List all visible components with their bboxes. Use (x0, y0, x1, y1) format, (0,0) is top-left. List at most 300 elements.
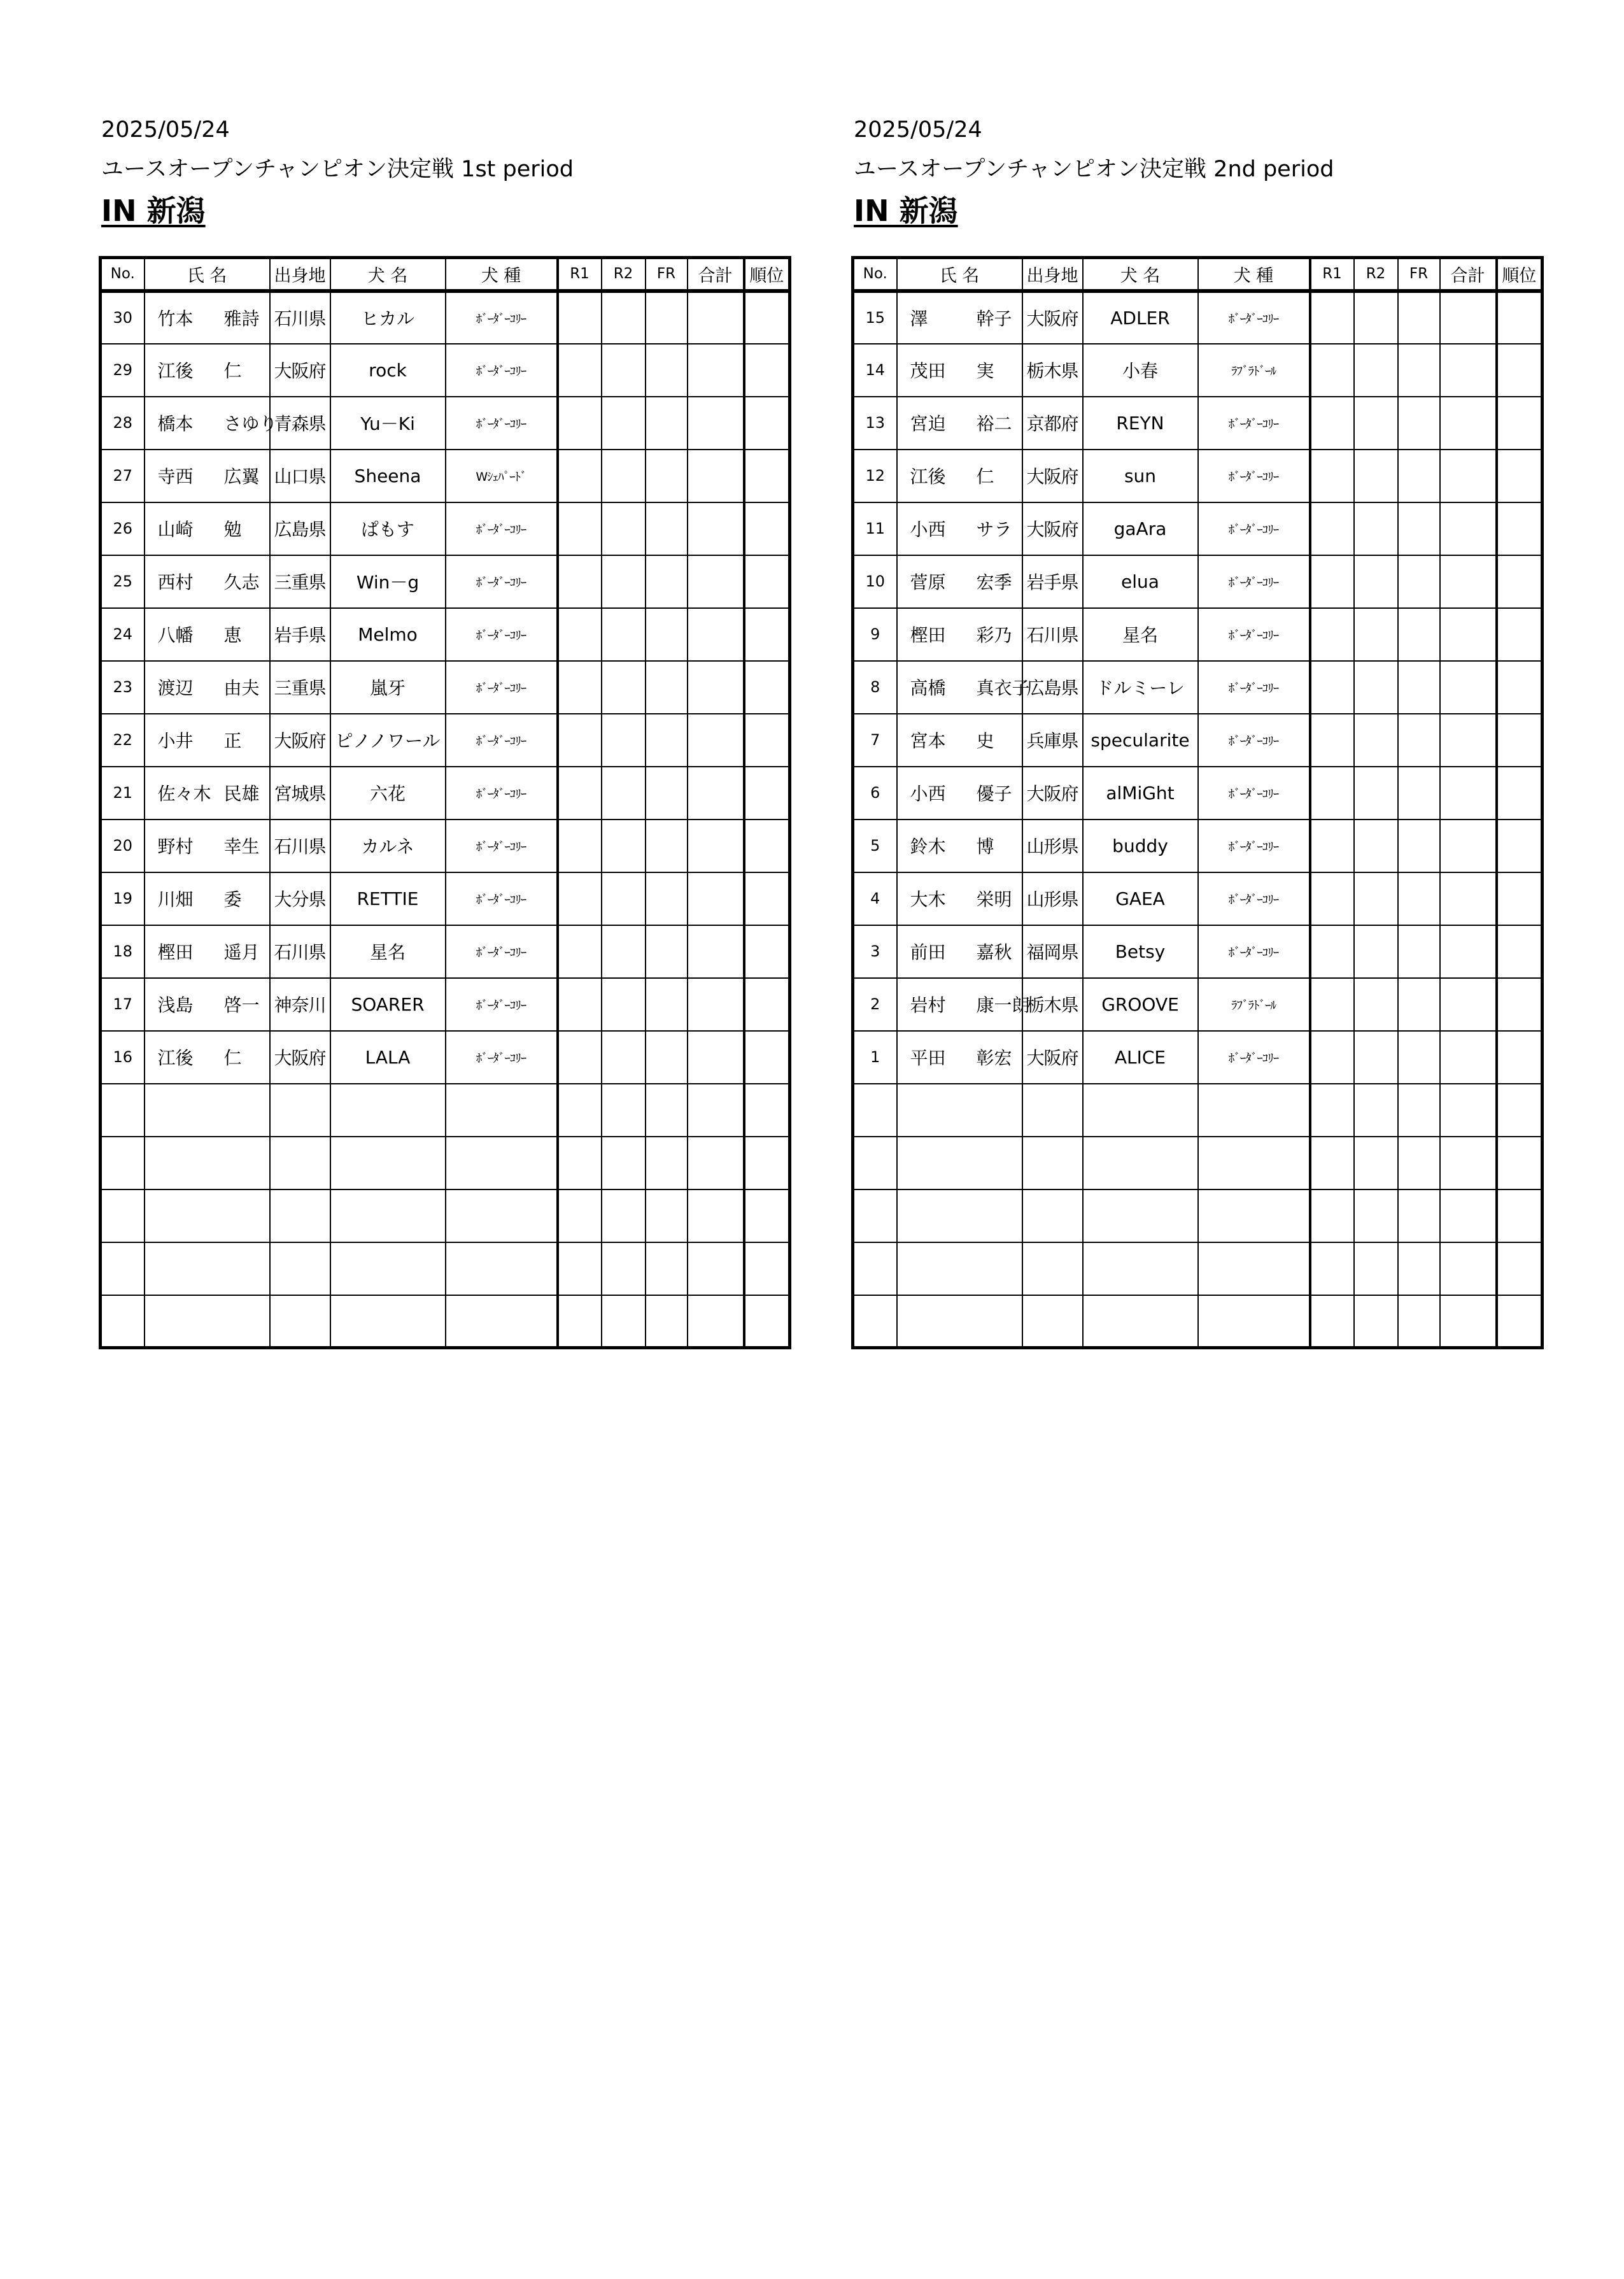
handler-family-name: 大木 (910, 889, 946, 910)
handler-given-name: 栄明 (976, 889, 1012, 910)
dog-name: ヒカル (330, 291, 446, 344)
entry-number (101, 1242, 145, 1295)
entry-number (853, 1084, 897, 1137)
entry-number: 9 (853, 608, 897, 661)
handler-family-name: 平田 (910, 1047, 946, 1069)
handler-given-name: 仁 (223, 360, 242, 381)
score-fr-cell (1398, 1189, 1440, 1242)
handler-name (145, 397, 278, 450)
score-fr-cell (646, 820, 688, 872)
origin-prefecture: 三重県 (270, 661, 330, 714)
score-total-cell (1440, 714, 1497, 767)
dog-breed: ﾎﾞｰﾀﾞｰｺﾘｰ (446, 502, 558, 555)
handler-family-name: 江後 (910, 466, 946, 487)
origin-prefecture: 石川県 (270, 291, 330, 344)
score-r1-cell (1310, 767, 1354, 820)
table-row (853, 1189, 1543, 1242)
origin-prefecture: 青森県 (270, 397, 330, 450)
score-fr-cell (646, 555, 688, 608)
score-total-cell (1440, 555, 1497, 608)
entry-number: 3 (853, 925, 897, 978)
origin-prefecture: 山形県 (1022, 820, 1083, 872)
roster-table (851, 256, 1544, 1349)
entry-number (101, 1295, 145, 1348)
score-total-cell (688, 767, 744, 820)
score-fr-cell (646, 714, 688, 767)
score-total-cell (1440, 1189, 1497, 1242)
score-r1-cell (558, 1084, 602, 1137)
header-fr: FR (646, 258, 688, 291)
score-r2-cell (1354, 608, 1398, 661)
score-r1-cell (558, 450, 602, 502)
score-r1-cell (1310, 502, 1354, 555)
handler-given-name: 実 (976, 360, 994, 381)
origin-prefecture: 広島県 (270, 502, 330, 555)
score-r2-cell (602, 1084, 646, 1137)
score-total-cell (688, 925, 744, 978)
handler-name (145, 1295, 270, 1348)
score-fr-cell (646, 1031, 688, 1084)
score-fr-cell (646, 450, 688, 502)
header-origin: 出身地 (1022, 258, 1083, 291)
entry-number (853, 1295, 897, 1348)
dog-name: GAEA (1083, 872, 1198, 925)
handler-family-name: 浅島 (157, 995, 194, 1016)
handler-name (897, 1295, 1022, 1348)
score-r2-cell (602, 767, 646, 820)
handler-family-name: 山崎 (157, 519, 194, 540)
handler-name (145, 872, 270, 925)
dog-name (1083, 1242, 1198, 1295)
score-total-cell (688, 1084, 744, 1137)
score-r1-cell (1310, 714, 1354, 767)
dog-name (330, 1084, 446, 1137)
header-rank: 順位 (1497, 258, 1543, 291)
rank-cell (744, 450, 790, 502)
score-total-cell (1440, 502, 1497, 555)
entry-number: 8 (853, 661, 897, 714)
entry-number (853, 1137, 897, 1189)
origin-prefecture (270, 1295, 330, 1348)
handler-name (897, 820, 1022, 872)
header-r2: R2 (1354, 258, 1398, 291)
score-r2-cell (602, 978, 646, 1031)
score-fr-cell (646, 1242, 688, 1295)
handler-given-name: 裕二 (976, 413, 1012, 434)
handler-given-name: 史 (976, 730, 994, 751)
table-row (853, 767, 1543, 820)
origin-prefecture: 岩手県 (1022, 555, 1083, 608)
dog-name: Melmo (330, 608, 446, 661)
origin-prefecture: 大阪府 (1022, 767, 1083, 820)
dog-breed: ﾎﾞｰﾀﾞｰｺﾘｰ (1198, 661, 1310, 714)
handler-family-name: 樫田 (157, 942, 194, 963)
table-row (101, 450, 790, 502)
origin-prefecture: 石川県 (270, 925, 330, 978)
table-row (101, 714, 790, 767)
dog-breed: ﾎﾞｰﾀﾞｰｺﾘｰ (1198, 1031, 1310, 1084)
rank-cell (1497, 1189, 1543, 1242)
dog-breed: ﾎﾞｰﾀﾞｰｺﾘｰ (446, 820, 558, 872)
handler-family-name: 渡辺 (157, 678, 194, 699)
score-r1-cell (1310, 1084, 1354, 1137)
handler-name (897, 608, 1022, 661)
origin-prefecture: 兵庫県 (1022, 714, 1083, 767)
dog-breed: ﾎﾞｰﾀﾞｰｺﾘｰ (446, 397, 558, 450)
score-r2-cell (1354, 1031, 1398, 1084)
score-fr-cell (646, 344, 688, 397)
table-row (101, 925, 790, 978)
dog-name: REYN (1083, 397, 1198, 450)
score-r1-cell (1310, 1189, 1354, 1242)
score-r2-cell (1354, 344, 1398, 397)
dog-breed: ﾎﾞｰﾀﾞｰｺﾘｰ (446, 767, 558, 820)
table-row (853, 1031, 1543, 1084)
origin-prefecture (270, 1242, 330, 1295)
score-r1-cell (558, 661, 602, 714)
entry-number: 22 (101, 714, 145, 767)
score-r1-cell (558, 344, 602, 397)
origin-prefecture: 広島県 (1022, 661, 1083, 714)
score-fr-cell (1398, 344, 1440, 397)
entry-number (101, 1084, 145, 1137)
dog-name: elua (1083, 555, 1198, 608)
handler-name (145, 661, 270, 714)
entry-number (853, 1189, 897, 1242)
dog-name: rock (330, 344, 446, 397)
handler-given-name: 広翼 (223, 466, 260, 487)
score-total-cell (1440, 397, 1497, 450)
score-r2-cell (602, 450, 646, 502)
score-total-cell (688, 820, 744, 872)
score-r1-cell (558, 1137, 602, 1189)
dog-name: Sheena (330, 450, 446, 502)
handler-name (897, 1084, 1022, 1137)
score-total-cell (1440, 767, 1497, 820)
dog-breed: ﾗﾌﾞﾗﾄﾞｰﾙ (1198, 344, 1310, 397)
score-r2-cell (602, 1242, 646, 1295)
score-fr-cell (1398, 555, 1440, 608)
header-fr: FR (1398, 258, 1440, 291)
header-r1: R1 (558, 258, 602, 291)
score-r2-cell (602, 344, 646, 397)
handler-family-name: 宮本 (910, 730, 946, 751)
header-name: 氏 名 (897, 258, 1022, 291)
dog-breed: ﾎﾞｰﾀﾞｰｺﾘｰ (446, 608, 558, 661)
origin-prefecture: 大阪府 (1022, 291, 1083, 344)
rank-cell (1497, 872, 1543, 925)
entry-number: 6 (853, 767, 897, 820)
dog-breed (1198, 1189, 1310, 1242)
score-fr-cell (646, 1295, 688, 1348)
handler-name (145, 925, 270, 978)
score-total-cell (688, 502, 744, 555)
score-total-cell (688, 872, 744, 925)
table-header-row (853, 258, 1543, 291)
dog-breed: ﾎﾞｰﾀﾞｰｺﾘｰ (1198, 714, 1310, 767)
score-r1-cell (558, 1031, 602, 1084)
score-r1-cell (1310, 608, 1354, 661)
rank-cell (744, 714, 790, 767)
rank-cell (1497, 767, 1543, 820)
entry-number: 20 (101, 820, 145, 872)
score-total-cell (1440, 1031, 1497, 1084)
table-row (101, 1242, 790, 1295)
score-total-cell (1440, 608, 1497, 661)
dog-breed: Wｼｪﾊﾟｰﾄﾞ (446, 450, 558, 502)
table-row (101, 872, 790, 925)
dog-name (1083, 1295, 1198, 1348)
origin-prefecture: 石川県 (270, 820, 330, 872)
handler-given-name: 宏季 (976, 572, 1012, 593)
rank-cell (1497, 502, 1543, 555)
score-r1-cell (1310, 661, 1354, 714)
origin-prefecture (270, 1189, 330, 1242)
rank-cell (1497, 1084, 1543, 1137)
origin-prefecture: 大阪府 (270, 714, 330, 767)
dog-name: LALA (330, 1031, 446, 1084)
score-fr-cell (646, 291, 688, 344)
score-r2-cell (1354, 1084, 1398, 1137)
entry-number: 25 (101, 555, 145, 608)
handler-name (897, 714, 1022, 767)
handler-given-name: 啓一 (223, 995, 260, 1016)
entry-number: 5 (853, 820, 897, 872)
dog-breed: ﾎﾞｰﾀﾞｰｺﾘｰ (1198, 450, 1310, 502)
origin-prefecture: 栃木県 (1022, 978, 1083, 1031)
score-total-cell (688, 714, 744, 767)
score-total-cell (1440, 925, 1497, 978)
score-r2-cell (1354, 1295, 1398, 1348)
score-total-cell (1440, 978, 1497, 1031)
dog-name (1083, 1084, 1198, 1137)
handler-given-name: 正 (223, 730, 242, 751)
entry-number: 28 (101, 397, 145, 450)
table-row (101, 1295, 790, 1348)
header-r1: R1 (1310, 258, 1354, 291)
handler-family-name: 江後 (157, 1047, 194, 1069)
dog-name: SOARER (330, 978, 446, 1031)
score-fr-cell (1398, 925, 1440, 978)
handler-name (145, 1084, 270, 1137)
origin-prefecture (270, 1084, 330, 1137)
handler-name (897, 767, 1022, 820)
rank-cell (1497, 820, 1543, 872)
score-r1-cell (558, 397, 602, 450)
dog-name (330, 1137, 446, 1189)
entry-number: 7 (853, 714, 897, 767)
score-total-cell (688, 450, 744, 502)
score-r1-cell (558, 872, 602, 925)
score-total-cell (688, 661, 744, 714)
score-fr-cell (646, 1137, 688, 1189)
dog-name: 星名 (1083, 608, 1198, 661)
rank-cell (1497, 344, 1543, 397)
handler-name (145, 502, 270, 555)
entry-number: 12 (853, 450, 897, 502)
score-r1-cell (558, 978, 602, 1031)
sheet-date: 2025/05/24 (854, 117, 982, 143)
dog-name: alMiGht (1083, 767, 1198, 820)
score-fr-cell (1398, 1137, 1440, 1189)
header-origin: 出身地 (270, 258, 330, 291)
score-r1-cell (1310, 1242, 1354, 1295)
dog-name: 星名 (330, 925, 446, 978)
score-r1-cell (1310, 397, 1354, 450)
score-total-cell (1440, 1295, 1497, 1348)
handler-family-name: 川畑 (157, 889, 194, 910)
handler-given-name: さゆり (223, 413, 278, 434)
header-dog-name: 犬 名 (1083, 258, 1198, 291)
score-r1-cell (558, 1295, 602, 1348)
origin-prefecture: 宮城県 (270, 767, 330, 820)
score-fr-cell (646, 1189, 688, 1242)
score-r1-cell (1310, 291, 1354, 344)
score-r2-cell (1354, 767, 1398, 820)
header-dog-name: 犬 名 (330, 258, 446, 291)
handler-family-name: 野村 (157, 836, 194, 857)
handler-given-name: 民雄 (223, 783, 260, 804)
rank-cell (1497, 978, 1543, 1031)
score-r2-cell (1354, 555, 1398, 608)
rank-cell (744, 1295, 790, 1348)
rank-cell (1497, 608, 1543, 661)
rank-cell (744, 925, 790, 978)
table-row (853, 344, 1543, 397)
dog-name (330, 1242, 446, 1295)
score-r2-cell (1354, 397, 1398, 450)
table-row (853, 661, 1543, 714)
table-row (101, 1031, 790, 1084)
handler-name (897, 450, 1022, 502)
score-fr-cell (1398, 1295, 1440, 1348)
handler-name (145, 450, 270, 502)
roster-table (99, 256, 791, 1349)
dog-name: ピノノワール (330, 714, 446, 767)
handler-name (897, 344, 1022, 397)
score-r2-cell (602, 1189, 646, 1242)
origin-prefecture: 大阪府 (270, 1031, 330, 1084)
rank-cell (744, 1137, 790, 1189)
table-row (853, 397, 1543, 450)
score-r1-cell (1310, 872, 1354, 925)
rank-cell (744, 1084, 790, 1137)
entry-number: 18 (101, 925, 145, 978)
origin-prefecture: 岩手県 (270, 608, 330, 661)
entry-number: 11 (853, 502, 897, 555)
entry-number: 4 (853, 872, 897, 925)
dog-breed: ﾎﾞｰﾀﾞｰｺﾘｰ (446, 291, 558, 344)
handler-family-name: 寺西 (157, 466, 194, 487)
entry-number: 23 (101, 661, 145, 714)
entry-number: 1 (853, 1031, 897, 1084)
dog-name: 嵐牙 (330, 661, 446, 714)
sheet-title: ユースオープンチャンピオン決定戦 1st period (101, 157, 574, 182)
handler-family-name: 竹本 (157, 308, 194, 329)
dog-name: 小春 (1083, 344, 1198, 397)
origin-prefecture: 山口県 (270, 450, 330, 502)
dog-name: ドルミーレ (1083, 661, 1198, 714)
dog-breed: ﾎﾞｰﾀﾞｰｺﾘｰ (446, 1031, 558, 1084)
dog-breed: ﾗﾌﾞﾗﾄﾞｰﾙ (1198, 978, 1310, 1031)
score-r2-cell (602, 608, 646, 661)
score-r1-cell (1310, 978, 1354, 1031)
dog-name: ぱもす (330, 502, 446, 555)
rank-cell (744, 502, 790, 555)
entry-number: 21 (101, 767, 145, 820)
table-row (853, 714, 1543, 767)
score-r2-cell (602, 714, 646, 767)
origin-prefecture: 神奈川 (270, 978, 330, 1031)
rank-cell (1497, 1031, 1543, 1084)
dog-breed (446, 1295, 558, 1348)
dog-breed: ﾎﾞｰﾀﾞｰｺﾘｰ (446, 978, 558, 1031)
score-total-cell (1440, 820, 1497, 872)
handler-family-name: 小井 (157, 730, 194, 751)
handler-family-name: 前田 (910, 942, 946, 963)
score-r2-cell (602, 1031, 646, 1084)
handler-given-name: 勉 (223, 519, 242, 540)
score-total-cell (1440, 450, 1497, 502)
handler-given-name: 博 (976, 836, 994, 857)
score-r2-cell (1354, 450, 1398, 502)
origin-prefecture (1022, 1242, 1083, 1295)
handler-family-name: 宮迫 (910, 413, 946, 434)
score-r1-cell (558, 714, 602, 767)
handler-name (145, 767, 270, 820)
handler-name (897, 1031, 1022, 1084)
entry-number (853, 1242, 897, 1295)
score-fr-cell (1398, 608, 1440, 661)
score-r1-cell (558, 502, 602, 555)
handler-name (145, 608, 270, 661)
header-r2: R2 (602, 258, 646, 291)
dog-name: カルネ (330, 820, 446, 872)
handler-family-name: 西村 (157, 572, 194, 593)
venue-label: IN 新潟 (854, 194, 958, 228)
rank-cell (1497, 661, 1543, 714)
handler-name (145, 1137, 270, 1189)
handler-name (897, 397, 1022, 450)
score-r2-cell (602, 661, 646, 714)
dog-breed: ﾎﾞｰﾀﾞｰｺﾘｰ (1198, 502, 1310, 555)
rank-cell (1497, 1137, 1543, 1189)
handler-name (897, 1242, 1022, 1295)
dog-breed: ﾎﾞｰﾀﾞｰｺﾘｰ (1198, 555, 1310, 608)
score-r2-cell (1354, 714, 1398, 767)
header-breed: 犬 種 (1198, 258, 1310, 291)
score-fr-cell (646, 767, 688, 820)
score-r2-cell (1354, 820, 1398, 872)
rank-cell (1497, 450, 1543, 502)
score-total-cell (1440, 872, 1497, 925)
rank-cell (744, 767, 790, 820)
handler-name (897, 1189, 1022, 1242)
handler-name (145, 555, 270, 608)
score-r1-cell (558, 1242, 602, 1295)
score-r2-cell (602, 1295, 646, 1348)
handler-given-name: 幸生 (223, 836, 260, 857)
score-r1-cell (1310, 925, 1354, 978)
handler-name (897, 502, 1022, 555)
dog-name: Yu－Ki (330, 397, 446, 450)
handler-family-name: 江後 (157, 360, 194, 381)
dog-name: 六花 (330, 767, 446, 820)
origin-prefecture: 三重県 (270, 555, 330, 608)
handler-name (145, 291, 270, 344)
rank-cell (1497, 925, 1543, 978)
handler-given-name: 幹子 (976, 308, 1012, 329)
